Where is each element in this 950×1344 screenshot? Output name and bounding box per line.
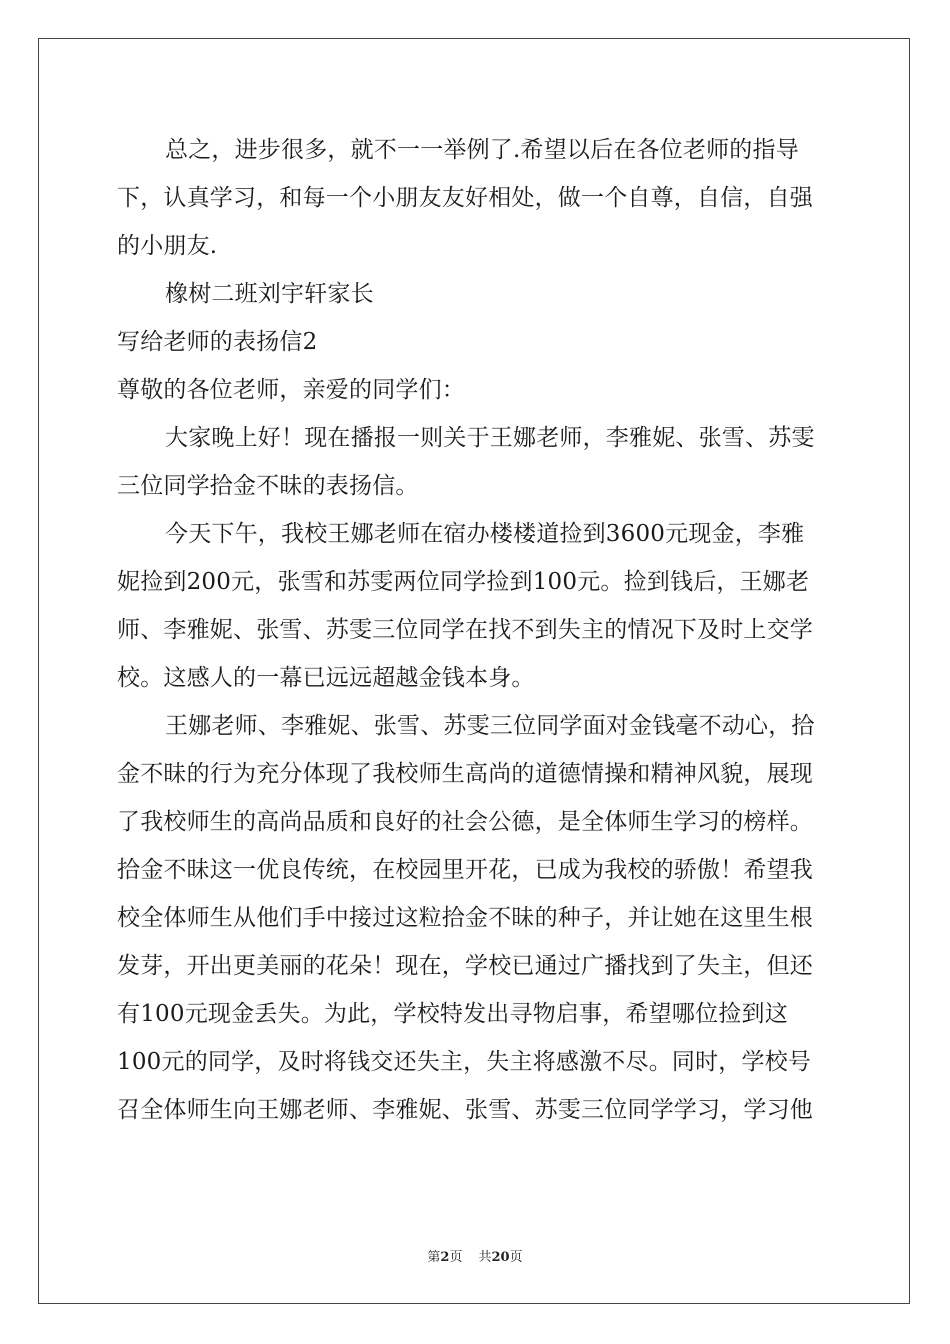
text-line: 师、李雅妮、张雪、苏雯三位同学在找不到失主的情况下及时上交学: [117, 617, 813, 643]
text-line: 金不昧的行为充分体现了我校师生高尚的道德情操和精神风貌，展现: [117, 761, 813, 787]
total-prefix: 共: [478, 1250, 492, 1265]
page-prefix: 第: [427, 1250, 441, 1265]
text-line: 橡树二班刘宇轩家长: [165, 281, 374, 307]
text-line: 召全体师生向王娜老师、李雅妮、张雪、苏雯三位同学学习，学习他: [117, 1097, 813, 1123]
document-body: [117, 126, 833, 1134]
text-line: 校。这感人的一幕已远远超越金钱本身。: [117, 665, 535, 691]
total-unit: 页: [509, 1250, 523, 1265]
text-line: 写给老师的表扬信2: [117, 329, 318, 355]
text-line: 了我校师生的高尚品质和良好的社会公德，是全体师生学习的榜样。: [117, 809, 813, 835]
text-line: 妮捡到200元，张雪和苏雯两位同学捡到100元。捡到钱后，王娜老: [117, 569, 810, 595]
text-line: 校全体师生从他们手中接过这粒拾金不昧的种子，并让她在这里生根: [117, 905, 813, 931]
text-line: 总之，进步很多，就不一一举例了.希望以后在各位老师的指导: [165, 137, 799, 163]
text-line: 三位同学拾金不昧的表扬信。: [117, 473, 419, 499]
page-unit: 页: [449, 1250, 463, 1265]
text-line: 下，认真学习，和每一个小朋友友好相处，做一个自尊，自信，自强: [117, 185, 813, 211]
text-line: 100元的同学，及时将钱交还失主，失主将感激不尽。同时，学校号: [117, 1049, 812, 1075]
text-line: 尊敬的各位老师，亲爱的同学们：: [117, 377, 465, 403]
text-line: 发芽，开出更美丽的花朵！现在，学校已通过广播找到了失主，但还: [117, 953, 813, 979]
text-line: 今天下午，我校王娜老师在宿办楼楼道捡到3600元现金，李雅: [165, 521, 805, 547]
text-line: 的小朋友.: [117, 233, 218, 259]
text-line: 大家晚上好！现在播报一则关于王娜老师，李雅妮、张雪、苏雯: [165, 425, 815, 451]
text-line: 拾金不昧这一优良传统，在校园里开花，已成为我校的骄傲！希望我: [117, 857, 813, 883]
current-page-number: 2: [440, 1250, 450, 1265]
total-page-number: 20: [491, 1250, 510, 1265]
text-line: 王娜老师、李雅妮、张雪、苏雯三位同学面对金钱毫不动心，拾: [165, 713, 815, 739]
page-footer: [0, 1246, 950, 1265]
text-line: 有100元现金丢失。为此，学校特发出寻物启事，希望哪位捡到这: [117, 1001, 788, 1027]
